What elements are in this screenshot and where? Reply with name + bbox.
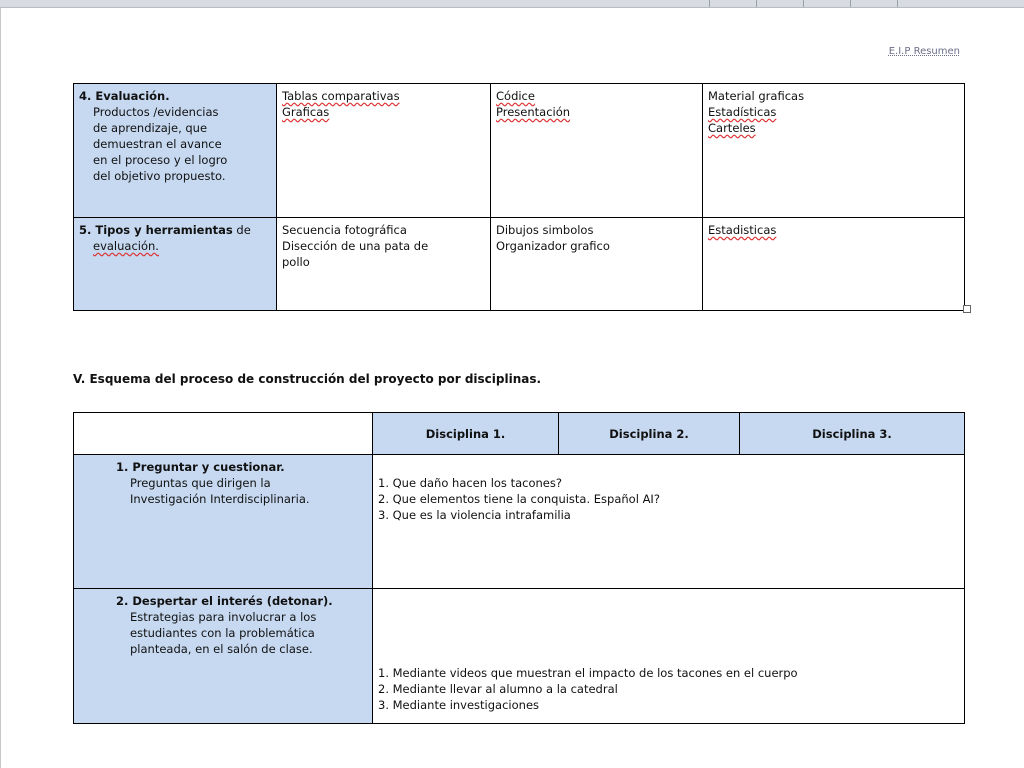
section-title: V. Esquema del proceso de construcción del proyecto por disciplinas.: [73, 372, 542, 386]
row-label-text: estudiantes con la problemática: [130, 626, 315, 640]
table-cell[interactable]: [491, 84, 703, 218]
row-label-text: demuestran el avance: [93, 137, 222, 151]
cell-line: 1. Mediante videos que muestran el impacto de los tacones en el cuerpo: [378, 666, 798, 680]
header-disciplina-1: Disciplina 1.: [373, 413, 559, 455]
row-label-text: planteada, en el salón de clase.: [130, 642, 313, 656]
evaluation-table: [73, 83, 965, 311]
cell-line: Estadísticas: [708, 105, 777, 119]
cell-line: Códice: [496, 89, 535, 103]
table-resize-handle[interactable]: [963, 305, 971, 313]
header-disciplina-3: Disciplina 3.: [740, 413, 965, 455]
cell-line: Carteles: [708, 121, 756, 135]
row-label-suffix: de: [236, 223, 251, 237]
cell-line: Secuencia fotográfica: [282, 223, 407, 237]
row-label-text: Investigación Interdisciplinaria.: [130, 492, 310, 506]
table-row: [74, 84, 965, 218]
cell-line: Presentación: [496, 105, 571, 119]
table-row: [74, 218, 965, 311]
row-label-text: Estrategias para involucrar a los: [130, 610, 317, 624]
ruler-bar: [0, 0, 1024, 8]
table-cell[interactable]: [491, 218, 703, 311]
cell-line: Disección de una pata de: [282, 239, 429, 253]
cell-line: 2. Mediante llevar al alumno a la catedral: [378, 682, 618, 696]
merged-content-cell[interactable]: [373, 589, 965, 724]
row-label-text: Preguntas que dirigen la: [130, 476, 271, 490]
cell-line: 3. Que es la violencia intrafamilia: [378, 508, 571, 522]
header-disciplina-2: Disciplina 2.: [559, 413, 740, 455]
cell-line: 1. Que daño hacen los tacones?: [378, 476, 562, 490]
cell-line: 2. Que elementos tiene la conquista. Español AI?: [378, 492, 660, 506]
row-label-cell: [74, 84, 277, 218]
table-header-row: [74, 413, 965, 455]
row-label-text: de aprendizaje, que: [93, 121, 208, 135]
row-label-text: en el proceso y el logro: [93, 153, 228, 167]
row-label-text: del objetivo propuesto.: [93, 169, 226, 183]
merged-content-cell[interactable]: [373, 455, 965, 589]
table-cell[interactable]: [703, 84, 965, 218]
table-cell[interactable]: [277, 218, 491, 311]
page-header-text: E.I.P Resumen: [888, 46, 960, 57]
row-label-text: Productos /evidencias: [93, 105, 219, 119]
cell-line: 3. Mediante investigaciones: [378, 698, 540, 712]
cell-line: Tablas comparativas: [282, 89, 400, 103]
row-label-title: 2. Despertar el interés (detonar).: [116, 594, 333, 608]
empty-header-cell: [74, 413, 373, 455]
cell-line: Material graficas: [708, 89, 805, 103]
disciplines-table: [73, 412, 965, 724]
cell-line: Estadisticas: [708, 223, 777, 237]
row-label-cell: [74, 455, 373, 589]
table-row: [74, 589, 965, 724]
cell-line: Organizador grafico: [496, 239, 610, 253]
document-page: [0, 8, 1024, 768]
cell-line: Dibujos simbolos: [496, 223, 594, 237]
row-label-cell: [74, 589, 373, 724]
row-label-title: 1. Preguntar y cuestionar.: [116, 460, 285, 474]
row-label-text: evaluación.: [93, 239, 159, 253]
table-row: [74, 455, 965, 589]
row-label-title: 5. Tipos y herramientas: [79, 223, 233, 237]
row-label-cell: [74, 218, 277, 311]
cell-line: pollo: [282, 255, 310, 269]
cell-line: Graficas: [282, 105, 330, 119]
row-label-title: 4. Evaluación.: [79, 89, 170, 103]
ruler-ticks: [709, 0, 944, 7]
table-cell[interactable]: [703, 218, 965, 311]
table-cell[interactable]: [277, 84, 491, 218]
